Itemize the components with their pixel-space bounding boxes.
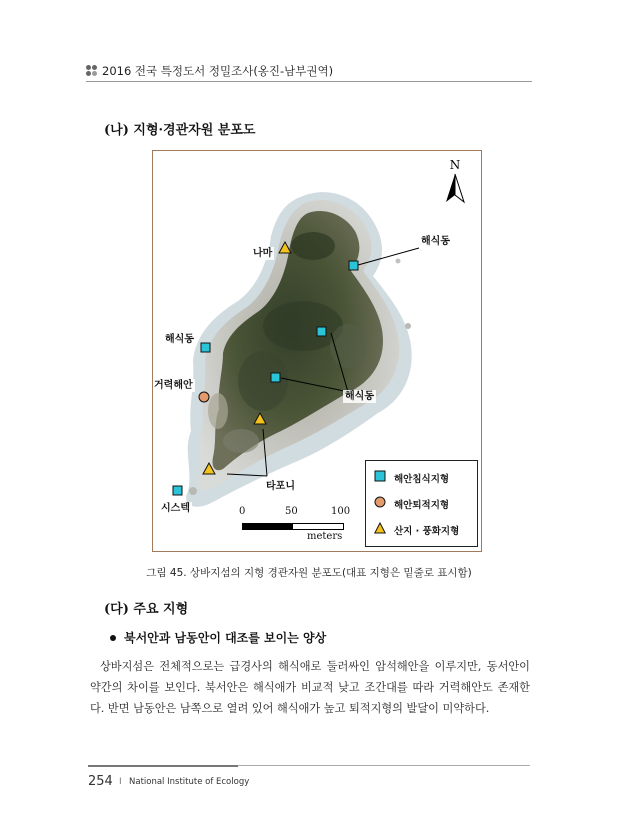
footer-organization: National Institute of Ecology [129, 777, 250, 787]
header-dots-icon [86, 65, 98, 77]
map-label-sistack: 시스텍 [161, 503, 190, 514]
map-label-georyeok: 거력해안 [154, 380, 193, 391]
page-number: 254 [88, 774, 113, 789]
circle-icon [374, 496, 386, 508]
legend-item-erosion [374, 470, 474, 486]
paragraph-text: 상바지섬은 전체적으로는 급경사의 해식애로 둘러싸인 암석해안을 이루지만, 동서안이 약간의 차이를 보인다. 북서안은 해식애가 비교적 낮고 조간대를 따라 거력해안도 존재한다. 반면 남동안은 남쪽으로 열려 있어 해식애가 높고 퇴적지형의 발달이 미약하다. [90, 660, 530, 715]
scale-bar [235, 506, 355, 546]
bullet-text: 북서안과 남동안이 대조를 보이는 양상 [124, 631, 327, 645]
map-label-haesikdong-w: 해식동 [165, 334, 194, 345]
figure-caption: 그림 45. 상바지섬의 지형 경관자원 분포도(대표 지형은 밑줄로 표시함) [146, 567, 472, 579]
coastal-deposition-marker [199, 392, 209, 402]
square-icon [374, 470, 386, 482]
map-label-tafoni: 타포니 [266, 481, 295, 492]
north-arrow-icon [446, 174, 464, 202]
scale-tick-100: 100 [331, 506, 351, 517]
coastal-erosion-marker [201, 343, 210, 352]
north-label: N [449, 158, 461, 172]
footer-separator: I [119, 777, 122, 787]
legend-item-deposition [374, 496, 474, 512]
map-figure [152, 150, 482, 552]
scale-bar-graphic [242, 523, 344, 530]
coastal-erosion-marker [349, 261, 358, 270]
body-paragraph [90, 656, 530, 719]
map-label-nama: 나마 [253, 248, 273, 259]
map-label-haesikdong-e: 해식동 [345, 391, 374, 402]
legend-label: 산지 · 풍화지형 [394, 526, 460, 537]
bullet-heading [110, 629, 326, 646]
footer-rule-accent [88, 765, 238, 767]
map-label-haesikdong-ne: 해식동 [421, 236, 450, 247]
bullet-dot-icon [110, 635, 116, 641]
section-title-da: (다) 주요 지형 [104, 602, 189, 617]
legend-label: 해안퇴적지형 [394, 500, 450, 511]
scale-tick-0: 0 [239, 506, 246, 517]
legend-label: 해안침식지형 [394, 474, 450, 485]
running-header [86, 62, 532, 84]
header-title: 2016 전국 특정도서 정밀조사(옹진-남부권역) [102, 64, 334, 78]
footer-rule [238, 765, 530, 766]
map-legend [365, 460, 478, 547]
section-title-na: (나) 지형·경관자원 분포도 [104, 123, 256, 138]
coastal-erosion-marker [317, 327, 326, 336]
legend-item-weathering [374, 522, 474, 538]
scale-tick-50: 50 [285, 506, 298, 517]
header-rule [86, 81, 532, 82]
coastal-erosion-marker [173, 486, 182, 495]
triangle-icon [374, 522, 386, 534]
scale-unit: meters [307, 531, 343, 542]
coastal-erosion-marker [271, 373, 280, 382]
